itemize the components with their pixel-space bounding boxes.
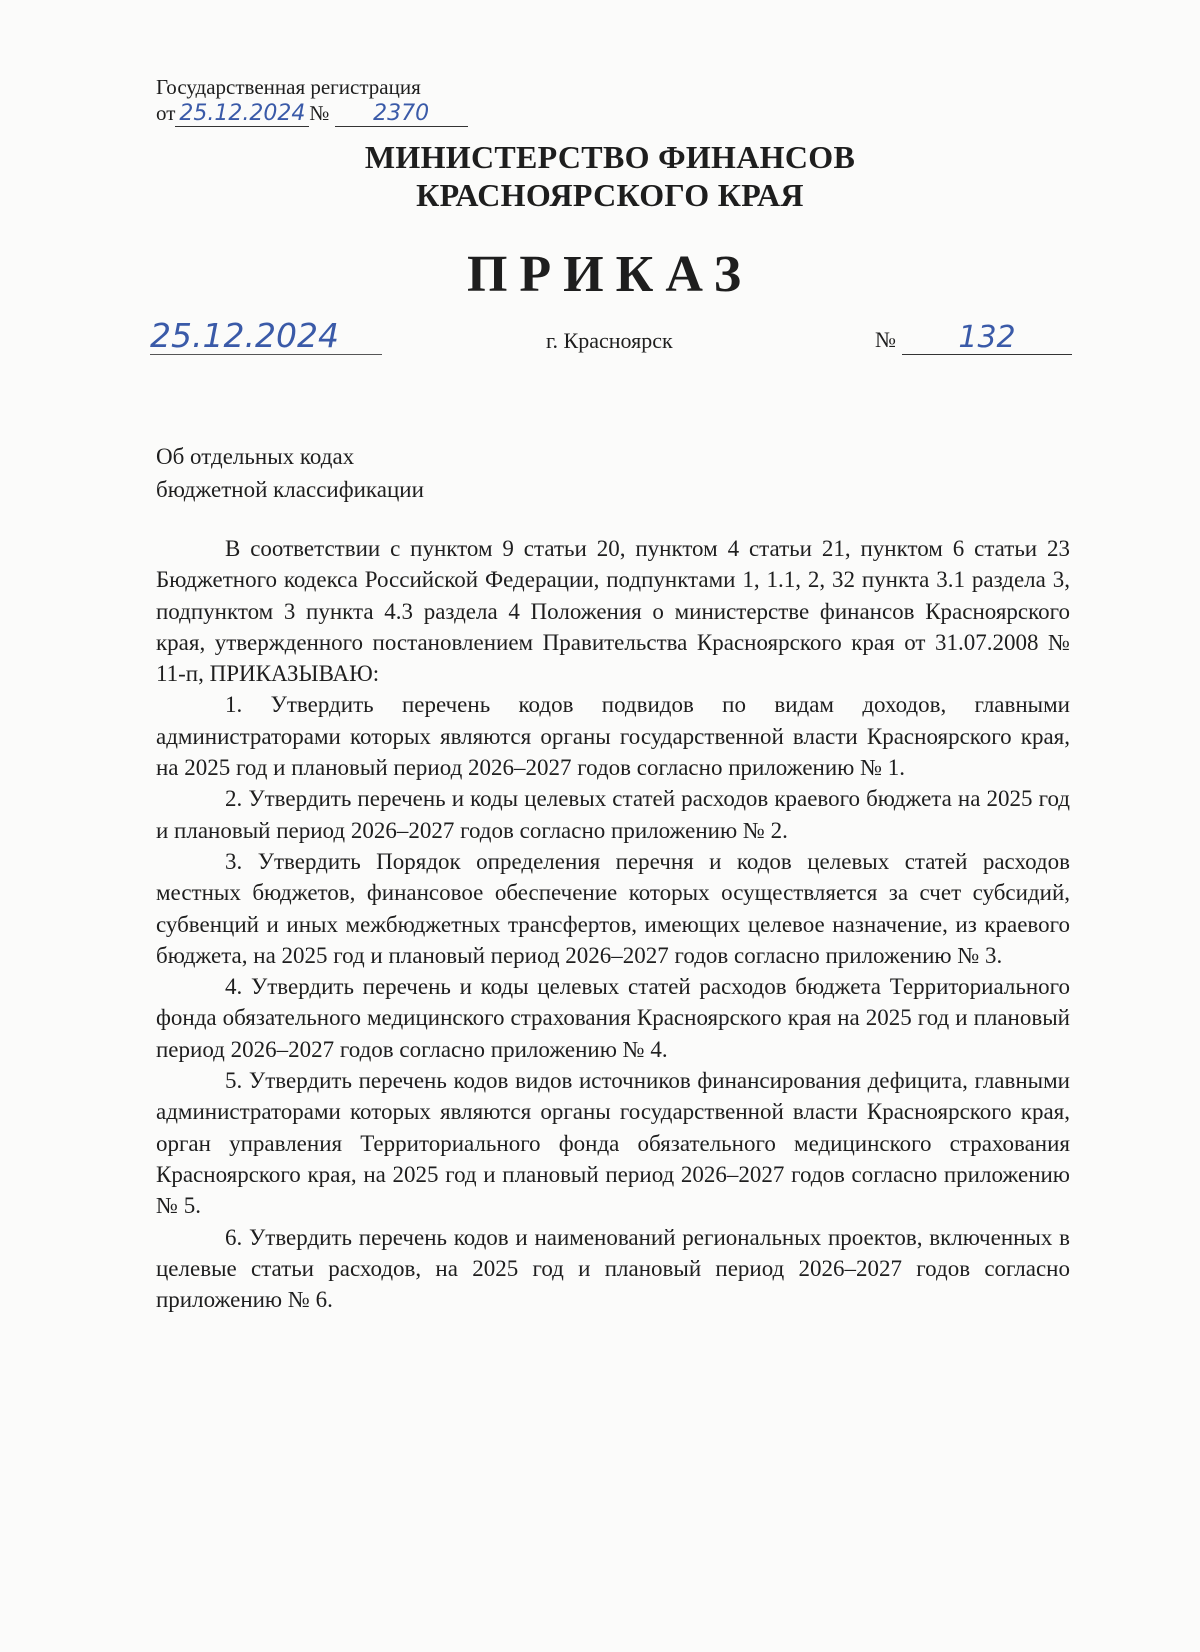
subject-line-1: Об отдельных кодах bbox=[156, 444, 355, 469]
order-item-6: 6. Утвердить перечень кодов и наименований региональных проектов, включенных в целевые статьи расходов, на 2025 год и плановый период 2026–2027 годов согласно приложению № 6. bbox=[156, 1224, 1070, 1313]
order-item-2: 2. Утвердить перечень и коды целевых статей расходов краевого бюджета на 2025 год и плановый период 2026–2027 годов согласно приложению № 2. bbox=[156, 786, 1070, 843]
registration-stamp bbox=[156, 74, 468, 127]
order-item-4: 4. Утвердить перечень и коды целевых статей расходов бюджета Территориального фонда обязательного медицинского страхования Красноярского края на 2025 год и плановый период 2026–2027 годов согласно приложению № 4. bbox=[156, 974, 1070, 1062]
registration-label: Государственная регистрация bbox=[156, 75, 421, 99]
subject-line-2: бюджетной классификации bbox=[156, 477, 424, 502]
registration-date: 25.12.2024 bbox=[175, 102, 309, 127]
order-number: 132 bbox=[902, 322, 1072, 355]
order-date: 25.12.2024 bbox=[150, 318, 382, 355]
order-item-5: 5. Утвердить перечень кодов видов источников финансирования дефицита, главными администраторами которых являются органы государственной власти Красноярского края, орган управления Территориального фонда обязательного медицинского страхования Красноярского края, на 2025 год и плановый период 2026–2027 годов согласно приложению № 5. bbox=[156, 1068, 1070, 1219]
order-body bbox=[156, 533, 1070, 1315]
ministry-name bbox=[0, 138, 1200, 214]
order-number-field bbox=[875, 322, 1072, 355]
document-type-title: ПРИКАЗ bbox=[466, 246, 754, 303]
registration-line bbox=[156, 100, 468, 127]
order-city: г. Красноярск bbox=[546, 328, 673, 353]
order-item-1: 1. Утвердить перечень кодов подвидов по видам доходов, главными администраторами которых являются органы государственной власти Красноярского края, на 2025 год и плановый период 2026–2027 годов согласно приложению № 1. bbox=[156, 692, 1070, 781]
registration-from-label: от bbox=[156, 101, 176, 125]
ministry-line-1: МИНИСТЕРСТВО ФИНАНСОВ bbox=[364, 139, 856, 175]
order-subject bbox=[156, 440, 424, 506]
registration-number-label: № bbox=[309, 101, 330, 125]
registration-number: 2370 bbox=[335, 102, 468, 127]
ministry-line-2: КРАСНОЯРСКОГО КРАЯ bbox=[416, 177, 804, 213]
order-number-label: № bbox=[875, 327, 896, 352]
order-item-3: 3. Утвердить Порядок определения перечня и кодов целевых статей расходов местных бюджетов, финансовое обеспечение которых осуществляется за счет субсидий, субвенций и иных межбюджетных трансфертов, имеющих целевое назначение, из краевого бюджета, на 2025 год и плановый период 2026–2027 годов согласно приложению № 3. bbox=[156, 848, 1070, 968]
preamble-paragraph: В соответствии с пунктом 9 статьи 20, пунктом 4 статьи 21, пунктом 6 статьи 23 Бюджетного кодекса Российской Федерации, подпунктами 1, 1.1, 2, 32 пункта 3.1 раздела 3, подпунктом 3 пункта 4.3 раздела 4 Положения о министерстве финансов Красноярского края, утвержденного постановлением Правительства Красноярского края от 31.07.2008 № 11-п, ПРИКАЗЫВАЮ: bbox=[156, 536, 1070, 687]
